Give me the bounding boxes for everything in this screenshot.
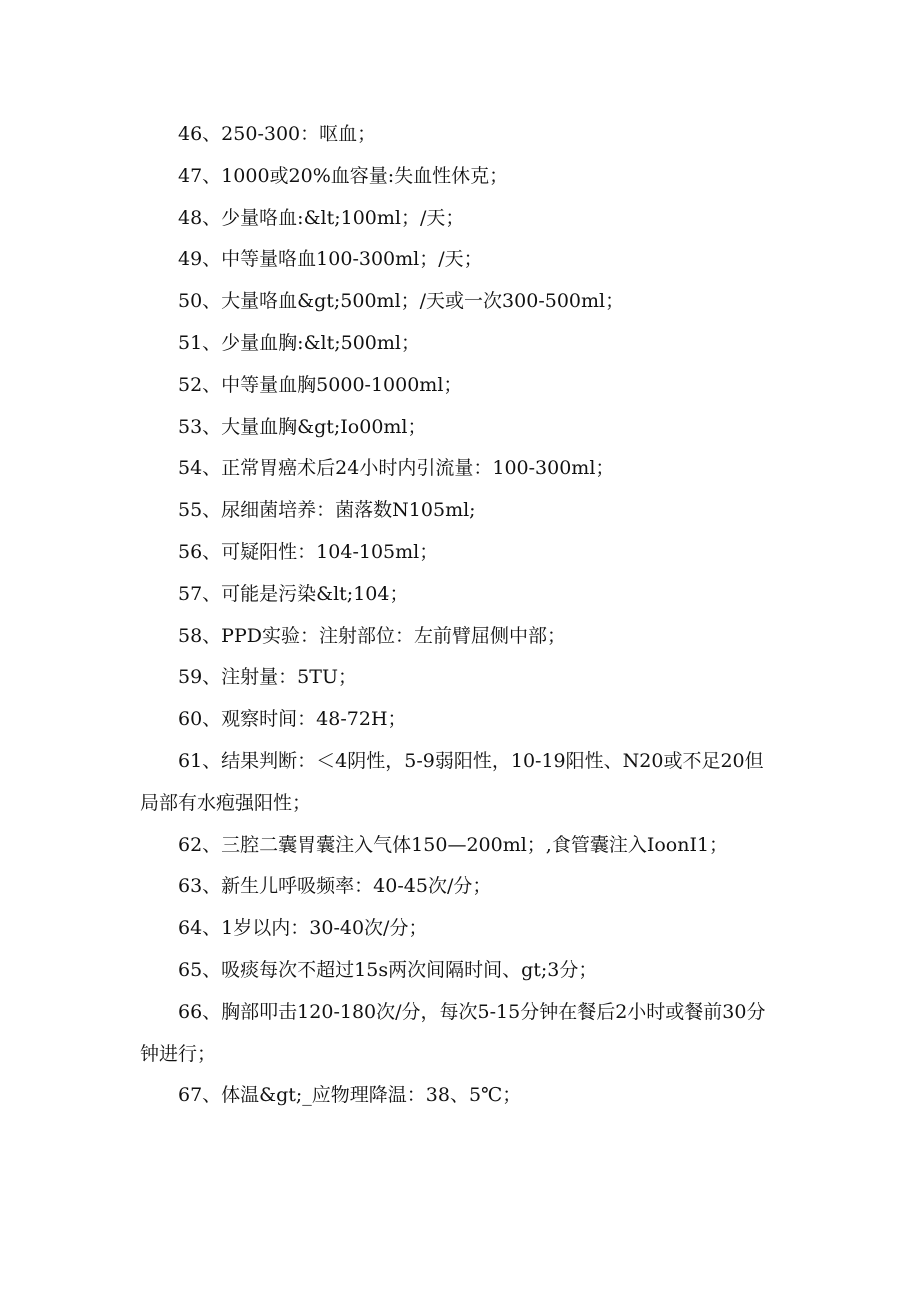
list-item: 56、可疑阳性：104-105ml； (178, 540, 439, 563)
list-item: 55、尿细菌培养：菌落数N105ml; (178, 499, 476, 522)
list-item: 65、吸痰每次不超过15s两次间隔时间、gt;3分； (178, 958, 598, 981)
list-item: 53、大量血胸&gt;Io00ml； (178, 415, 427, 438)
list-item: 59、注射量：5TU； (178, 666, 357, 689)
list-item: 46、250-300：呕血； (178, 123, 377, 145)
document-body (140, 114, 780, 1117)
list-item: 52、中等量血胸5000-1000ml； (178, 373, 463, 396)
list-item: 51、少量血胸:&lt;500ml； (178, 331, 420, 354)
list-item: 61、结果判断：＜4阴性，5-9弱阳性，10-19阳性、N20或不足20但局部有水疱强阳性； (140, 749, 764, 814)
list-item: 58、PPD实验：注射部位：左前臂屈侧中部； (178, 624, 566, 647)
list-item: 67、体温&gt;_应物理降温：38、5℃； (178, 1084, 522, 1107)
list-item: 57、可能是污染&lt;104； (178, 582, 409, 605)
list-item: 63、新生儿呼吸频率：40-45次/分； (178, 875, 492, 898)
list-item: 64、1岁以内：30-40次/分； (178, 917, 428, 940)
list-item: 66、胸部叩击120-180次/分，每次5-15分钟在餐后2小时或餐前30分钟进行； (140, 1000, 766, 1065)
list-item: 48、少量咯血:&lt;100ml；/天； (178, 206, 465, 229)
list-item: 60、观察时间：48-72H； (178, 708, 407, 731)
list-item: 62、三腔二囊胃囊注入气体150—200ml；,食管囊注入IoonI1； (178, 833, 729, 856)
list-item: 47、1000或20%血容量:失血性休克； (178, 164, 509, 187)
list-item: 49、中等量咯血100-300ml；/天； (178, 248, 483, 271)
list-item: 50、大量咯血&gt;500ml；/天或一次300-500ml； (178, 290, 625, 313)
list-item: 54、正常胃癌术后24小时内引流量：100-300ml； (178, 457, 615, 480)
